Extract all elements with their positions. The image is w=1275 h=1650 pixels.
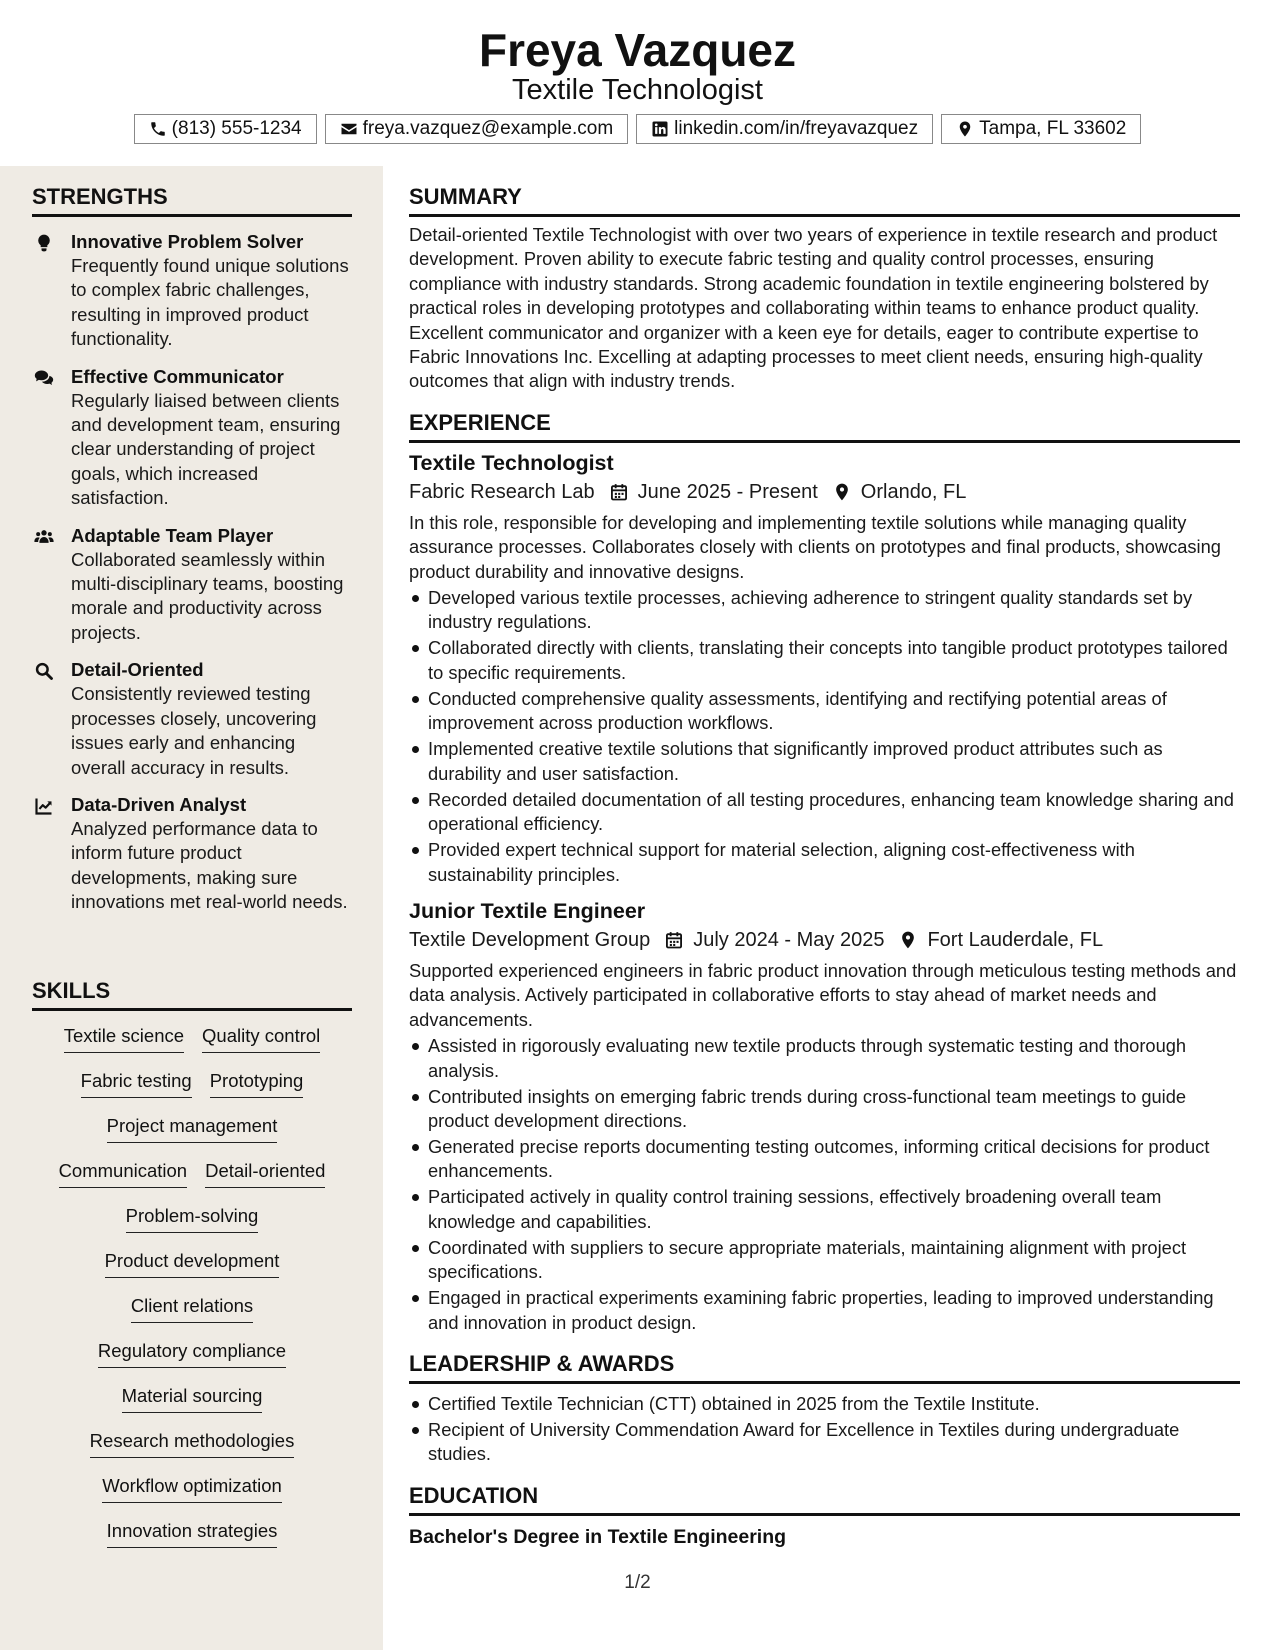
summary-section bbox=[409, 182, 1240, 394]
strength-item bbox=[32, 365, 352, 511]
contact-phone-text: (813) 555-1234 bbox=[171, 118, 302, 139]
phone-icon bbox=[149, 120, 167, 138]
skill-row bbox=[32, 1473, 352, 1518]
linkedin-icon bbox=[651, 120, 669, 138]
job-description: Supported experienced engineers in fabric product innovation through meticulous testing methods and data analysis. Actively participated in collaborative efforts to stay ahead of market needs and advancements. bbox=[409, 959, 1237, 1030]
calendar-icon bbox=[664, 930, 684, 950]
skill-row bbox=[32, 1248, 352, 1293]
skill-tag: Prototyping bbox=[210, 1068, 304, 1098]
resume-header bbox=[0, 0, 1275, 166]
strength-name: Effective Communicator bbox=[71, 365, 284, 387]
strengths-section bbox=[32, 182, 352, 915]
job-title: Textile Technologist bbox=[409, 450, 614, 475]
list-item: Developed various textile processes, achieving adherence to stringent quality standards set by industry regulations. bbox=[409, 586, 1240, 635]
job-entry bbox=[409, 897, 1240, 1335]
comments-icon bbox=[34, 368, 54, 388]
strength-desc: Collaborated seamlessly within multi-disciplinary teams, boosting morale and productivity across projects. bbox=[71, 548, 344, 643]
strength-name: Adaptable Team Player bbox=[71, 524, 274, 546]
list-item: Engaged in practical experiments examining fabric properties, leading to improved understanding and innovation in product design. bbox=[409, 1286, 1240, 1335]
skill-tag: Textile science bbox=[64, 1023, 184, 1053]
contact-phone[interactable] bbox=[134, 114, 317, 144]
strength-desc: Frequently found unique solutions to complex fabric challenges, resulting in improved product functionality. bbox=[71, 255, 349, 350]
skills-section bbox=[32, 976, 352, 1563]
job-meta bbox=[409, 477, 1240, 507]
contact-bar bbox=[0, 114, 1275, 144]
contact-location[interactable] bbox=[941, 114, 1141, 144]
strength-item bbox=[32, 524, 352, 646]
education-heading: EDUCATION bbox=[409, 1481, 1240, 1516]
skill-tag: Project management bbox=[107, 1113, 278, 1143]
list-item: Recipient of University Commendation Award for Excellence in Textiles during undergraduate studies. bbox=[409, 1418, 1240, 1467]
contact-linkedin[interactable] bbox=[636, 114, 933, 144]
skill-tag: Regulatory compliance bbox=[98, 1338, 286, 1368]
education-degree: Bachelor's Degree in Textile Engineering bbox=[409, 1525, 787, 1548]
candidate-name: Freya Vazquez bbox=[478, 24, 797, 76]
skill-tag: Quality control bbox=[202, 1023, 320, 1053]
skill-row bbox=[32, 1518, 352, 1563]
main-content bbox=[409, 166, 1240, 1550]
job-company: Fabric Research Lab bbox=[409, 480, 595, 503]
map-pin-icon bbox=[832, 482, 852, 502]
skill-tag: Workflow optimization bbox=[102, 1473, 282, 1503]
skill-row bbox=[32, 1068, 352, 1113]
leadership-heading: LEADERSHIP & AWARDS bbox=[409, 1349, 1240, 1384]
contact-email-text: freya.vazquez@example.com bbox=[362, 118, 614, 139]
job-bullets bbox=[409, 1034, 1240, 1335]
strength-name: Data-Driven Analyst bbox=[71, 793, 247, 815]
job-meta bbox=[409, 925, 1240, 955]
sidebar bbox=[0, 166, 383, 1650]
page-number: 1/2 bbox=[624, 1572, 651, 1593]
skill-row bbox=[32, 1113, 352, 1158]
strength-item bbox=[32, 658, 352, 780]
skill-tag: Communication bbox=[59, 1158, 188, 1188]
list-item: Conducted comprehensive quality assessments, identifying and rectifying potential areas of improvement across production workflows. bbox=[409, 687, 1240, 736]
skill-tag: Fabric testing bbox=[81, 1068, 192, 1098]
summary-text: Detail-oriented Textile Technologist with over two years of experience in textile research and product development. Proven ability to execute fabric testing and quality control processes, ensuring compliance with industry standards. Strong academic foundation in textile engineering bolstered by practical roles in developing prototypes and collaborating within teams to enhance product quality. Excellent communicator and organizer with a keen eye for details, eager to contribute expertise to Fabric Innovations Inc. Excelling at adapting processes to meet client needs, ensuring high-quality outcomes that align with industry trends. bbox=[409, 224, 1218, 392]
job-company: Textile Development Group bbox=[409, 928, 651, 951]
experience-section bbox=[409, 408, 1240, 1335]
map-pin-icon bbox=[956, 120, 974, 138]
users-icon bbox=[34, 527, 54, 547]
education-section bbox=[409, 1481, 1240, 1550]
job-description: In this role, responsible for developing and implementing textile solutions while managing quality assurance processes. Collaborates closely with clients on prototypes and final products, showcasing product durability and innovative designs. bbox=[409, 511, 1221, 582]
strength-desc: Regularly liaised between clients and development team, ensuring clear understanding of project goals, which increased satisfaction. bbox=[71, 389, 341, 509]
search-icon bbox=[34, 661, 54, 681]
envelope-icon bbox=[340, 120, 358, 138]
leadership-section bbox=[409, 1349, 1240, 1467]
map-pin-icon bbox=[898, 930, 918, 950]
calendar-icon bbox=[609, 482, 629, 502]
skill-row bbox=[32, 1383, 352, 1428]
job-title: Junior Textile Engineer bbox=[409, 898, 646, 923]
list-item: Implemented creative textile solutions that significantly improved product attributes such as durability and user satisfaction. bbox=[409, 737, 1240, 786]
skills-list bbox=[32, 1023, 352, 1563]
skill-row bbox=[32, 1203, 352, 1248]
skill-tag: Client relations bbox=[131, 1293, 253, 1323]
strength-desc: Analyzed performance data to inform future product developments, making sure innovations met real-world needs. bbox=[71, 817, 348, 913]
job-bullets bbox=[409, 586, 1240, 887]
list-item: Contributed insights on emerging fabric trends during cross-functional team meetings to guide product development directions. bbox=[409, 1085, 1240, 1134]
list-item: Collaborated directly with clients, translating their concepts into tangible product prototypes tailored to specific requirements. bbox=[409, 636, 1240, 685]
strength-name: Innovative Problem Solver bbox=[71, 231, 304, 252]
skill-tag: Product development bbox=[105, 1248, 280, 1278]
skill-row bbox=[32, 1023, 352, 1068]
experience-heading: EXPERIENCE bbox=[409, 408, 1240, 443]
summary-heading: SUMMARY bbox=[409, 182, 1240, 217]
chart-line-icon bbox=[34, 796, 54, 816]
list-item: Participated actively in quality control training sessions, effectively broadening overall team knowledge and capabilities. bbox=[409, 1185, 1240, 1234]
skill-row bbox=[32, 1158, 352, 1203]
list-item: Generated precise reports documenting testing outcomes, informing critical decisions for product enhancements. bbox=[409, 1135, 1240, 1184]
strengths-heading: STRENGTHS bbox=[32, 182, 352, 217]
candidate-title: Textile Technologist bbox=[512, 74, 763, 106]
contact-linkedin-text: linkedin.com/in/freyavazquez bbox=[674, 118, 919, 139]
skill-row bbox=[32, 1338, 352, 1383]
strength-name: Detail-Oriented bbox=[71, 659, 204, 681]
job-location: Orlando, FL bbox=[860, 480, 967, 503]
skill-tag: Research methodologies bbox=[90, 1428, 295, 1458]
skills-heading: SKILLS bbox=[32, 976, 352, 1011]
skill-tag: Problem-solving bbox=[126, 1203, 259, 1233]
list-item: Recorded detailed documentation of all testing procedures, enhancing team knowledge sharing and operational efficiency. bbox=[409, 788, 1240, 837]
list-item: Coordinated with suppliers to secure appropriate materials, maintaining alignment with project specifications. bbox=[409, 1236, 1240, 1285]
skill-tag: Innovation strategies bbox=[107, 1518, 278, 1548]
job-dates: July 2024 - May 2025 bbox=[693, 928, 885, 951]
contact-location-text: Tampa, FL 33602 bbox=[979, 118, 1127, 139]
skill-row bbox=[32, 1428, 352, 1473]
job-location: Fort Lauderdale, FL bbox=[927, 928, 1104, 951]
list-item: Certified Textile Technician (CTT) obtained in 2025 from the Textile Institute. bbox=[409, 1392, 1240, 1416]
list-item: Provided expert technical support for material selection, aligning cost-effectiveness with sustainability principles. bbox=[409, 838, 1240, 887]
skill-tag: Material sourcing bbox=[122, 1383, 263, 1413]
job-dates: June 2025 - Present bbox=[637, 480, 818, 503]
lightbulb-icon bbox=[34, 233, 54, 253]
skill-row bbox=[32, 1293, 352, 1338]
skill-tag: Detail-oriented bbox=[205, 1158, 325, 1188]
list-item: Assisted in rigorously evaluating new textile products through systematic testing and thorough analysis. bbox=[409, 1034, 1240, 1083]
strength-item bbox=[32, 793, 352, 915]
strength-item bbox=[32, 230, 352, 352]
strength-desc: Consistently reviewed testing processes closely, uncovering issues early and enhancing overall accuracy in results. bbox=[71, 683, 317, 778]
contact-email[interactable] bbox=[325, 114, 629, 144]
job-entry bbox=[409, 449, 1240, 887]
leadership-list bbox=[409, 1392, 1240, 1467]
